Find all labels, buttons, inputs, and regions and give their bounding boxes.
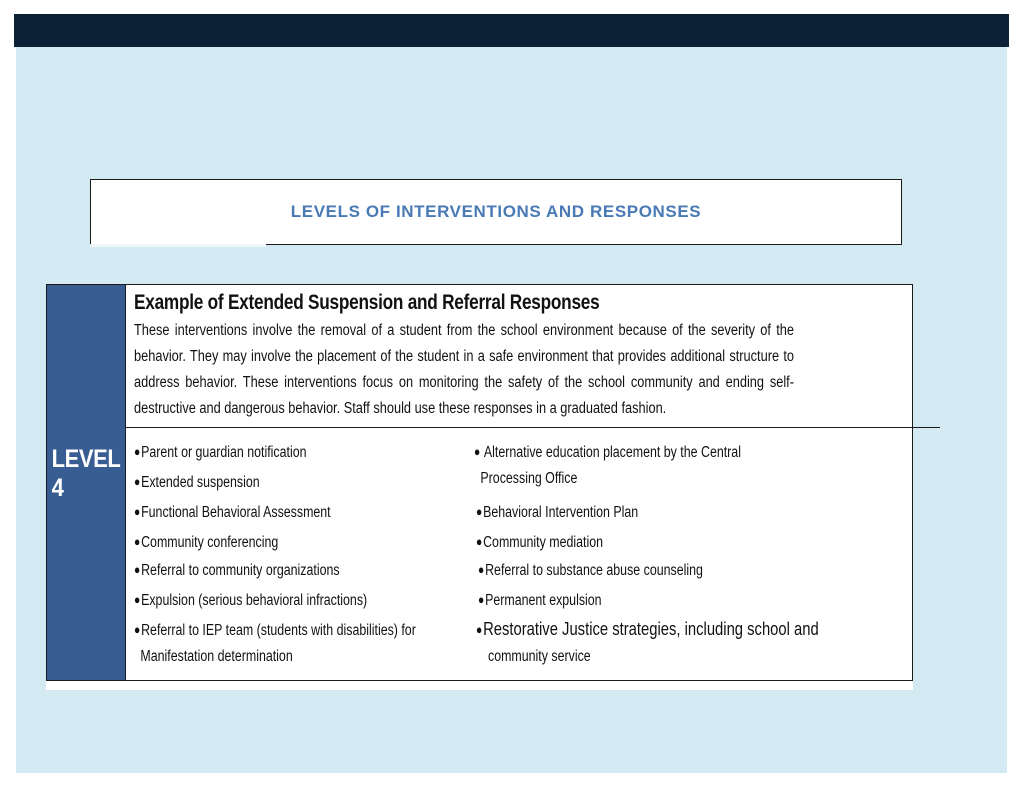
bullet-icon: ● [133,534,140,549]
bullet-icon: ● [133,504,140,519]
bullet-icon: ● [133,562,140,577]
list-item-text: Referral to community organizations [140,562,340,579]
list-item-text-continued: Processing Office [480,470,577,487]
top-bar [14,14,1009,47]
list-item-text: Community mediation [482,534,603,551]
list-item [478,588,602,614]
list-item [478,558,703,584]
list-item [134,618,416,670]
bullet-icon: ● [475,504,482,519]
list-item-text: Functional Behavioral Assessment [140,504,331,521]
level-label: LEVEL 4 [51,444,120,502]
bullet-icon: ● [133,592,140,607]
list-item [476,530,603,556]
description-cell [126,285,940,428]
bullet-icon: ● [477,592,484,607]
list-item [134,470,260,496]
interventions-table-container [46,284,913,690]
list-item-text: Parent or guardian notification [140,444,307,461]
table-content [126,285,940,680]
bullet-icon: ● [133,474,140,489]
list-item [134,500,331,526]
list-item-text: Community conferencing [140,534,278,551]
title-box-accent [90,244,266,247]
list-item-text-continued: Manifestation determination [140,648,293,665]
list-item-text: Extended suspension [140,474,260,491]
list-item-text: Restorative Justice strategies, including school and [482,618,819,639]
title-box [90,179,902,245]
list-item [476,500,638,526]
list-item [134,588,367,614]
list-item-continuation [488,644,591,670]
list-item-text: Referral to IEP team (students with disabilities) for [140,622,416,639]
list-item-text: Permanent expulsion [484,592,602,609]
list-item-text-continued: community service [487,648,591,665]
list-item-text: Expulsion (serious behavioral infractions) [140,592,367,609]
responses-list [126,428,940,680]
level-cell [47,285,126,680]
list-item-text: Behavioral Intervention Plan [482,504,638,521]
bullet-icon: ● [133,444,140,459]
interventions-table [46,284,913,681]
list-item [134,440,307,466]
list-item-text: Referral to substance abuse counseling [484,562,703,579]
description-text: These interventions involve the removal of a student from the school environment because of the severity of the behavior. They may involve the placement of the student in a safe environment that provides additional structure to address behavior. These interventions focus on monitoring the safety of the school community and ending self-destructive and dangerous behavior. Staff should use these responses in a graduated fashion. [133,322,794,417]
bullet-icon: ● [473,444,480,459]
list-item [134,558,340,584]
list-item-text: Alternative education placement by the Central [483,444,741,461]
bullet-icon: ● [475,622,482,637]
list-item [474,440,741,492]
list-item [476,616,819,644]
list-item [134,530,278,556]
bullet-icon: ● [477,562,484,577]
description-heading: Example of Extended Suspension and Referral Responses [133,291,600,314]
bullet-icon: ● [475,534,482,549]
bullet-icon: ● [133,622,140,637]
page-title: LEVELS OF INTERVENTIONS AND RESPONSES [290,202,702,221]
